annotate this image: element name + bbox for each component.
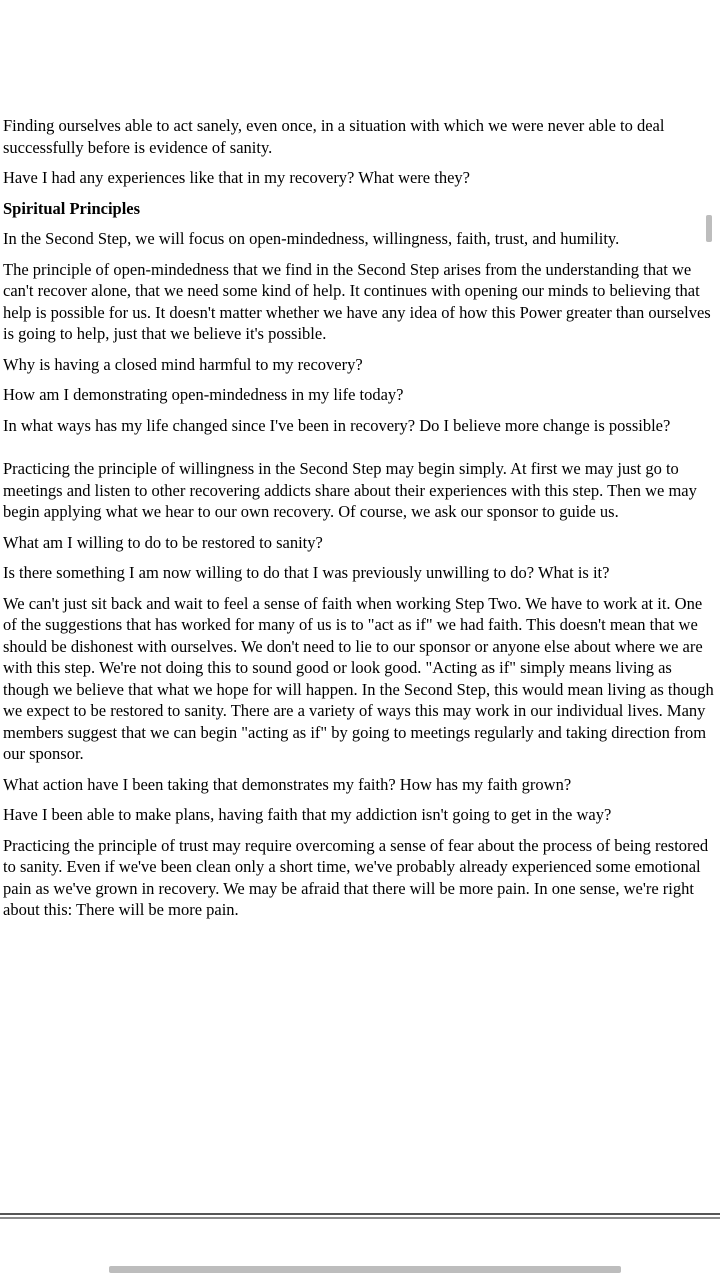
home-indicator-bar[interactable] <box>109 1266 621 1273</box>
document-page <box>3 115 715 930</box>
question-willing-to-do: What am I willing to do to be restored to sanity? <box>3 532 323 552</box>
question-action-faith: What action have I been taking that demonstrates my faith? How has my faith grown? <box>3 774 572 794</box>
footer-divider <box>0 1213 720 1215</box>
question-closed-mind: Why is having a closed mind harmful to my recovery? <box>3 354 363 374</box>
paragraph-willingness: Practicing the principle of willingness in the Second Step may begin simply. At first we may just go to meetings and listen to other recovering addicts share about their experiences with this step. Then we may begin applying what we hear to our own recovery. Of course, we ask our sponsor to guide us. <box>3 459 697 521</box>
question-life-changed: In what ways has my life changed since I've been in recovery? Do I believe more change is possible? <box>3 415 671 435</box>
question-demonstrating-open-mindedness: How am I demonstrating open-mindedness in my life today? <box>3 385 404 404</box>
scroll-indicator[interactable] <box>706 215 712 242</box>
paragraph-trust: Practicing the principle of trust may require overcoming a sense of fear about the process of being restored to sanity. Even if we've been clean only a short time, we've probably already experienced some emotional pain as we've grown in recovery. We may be afraid that there will be more pain. In one sense, we're right about this: There will be more pain. <box>3 835 709 919</box>
section-heading-spiritual-principles: Spiritual Principles <box>3 198 141 218</box>
question-experiences: Have I had any experiences like that in my recovery? What were they? <box>3 168 470 187</box>
question-make-plans: Have I been able to make plans, having faith that my addiction isn't going to get in the way? <box>3 805 612 824</box>
paragraph-open-mindedness: The principle of open-mindedness that we find in the Second Step arises from the understanding that we can't recover alone, that we need some kind of help. It continues with opening our minds to believing that help is possible for us. It doesn't matter whether we have any idea of how this Power greater than ourselves is going to help, just that we believe it's possible. <box>3 259 711 343</box>
paragraph-second-step-focus: In the Second Step, we will focus on open-mindedness, willingness, faith, trust, and humility. <box>3 229 620 248</box>
footer-divider-secondary <box>0 1217 720 1219</box>
paragraph-faith: We can't just sit back and wait to feel a sense of faith when working Step Two. We have to work at it. One of the suggestions that has worked for many of us is to "act as if" we had faith. This doesn't mean that we should be dishonest with ourselves. We don't need to lie to our sponsor or anyone else about where we are with this step. We're not doing this to sound good or look good. "Acting as if" simply means living as though we believe that what we hope for will happen. In the Second Step, this would mean living as though we expect to be restored to sanity. There are a variety of ways this may work in our individual lives. Many members suggest that we can begin "acting as if" by going to meetings regularly and taking direction from our sponsor. <box>3 593 714 763</box>
question-previously-unwilling: Is there something I am now willing to do that I was previously unwilling to do? What is it? <box>3 563 610 582</box>
paragraph-evidence-of-sanity: Finding ourselves able to act sanely, even once, in a situation with which we were never able to deal successfully before is evidence of sanity. <box>3 116 665 157</box>
